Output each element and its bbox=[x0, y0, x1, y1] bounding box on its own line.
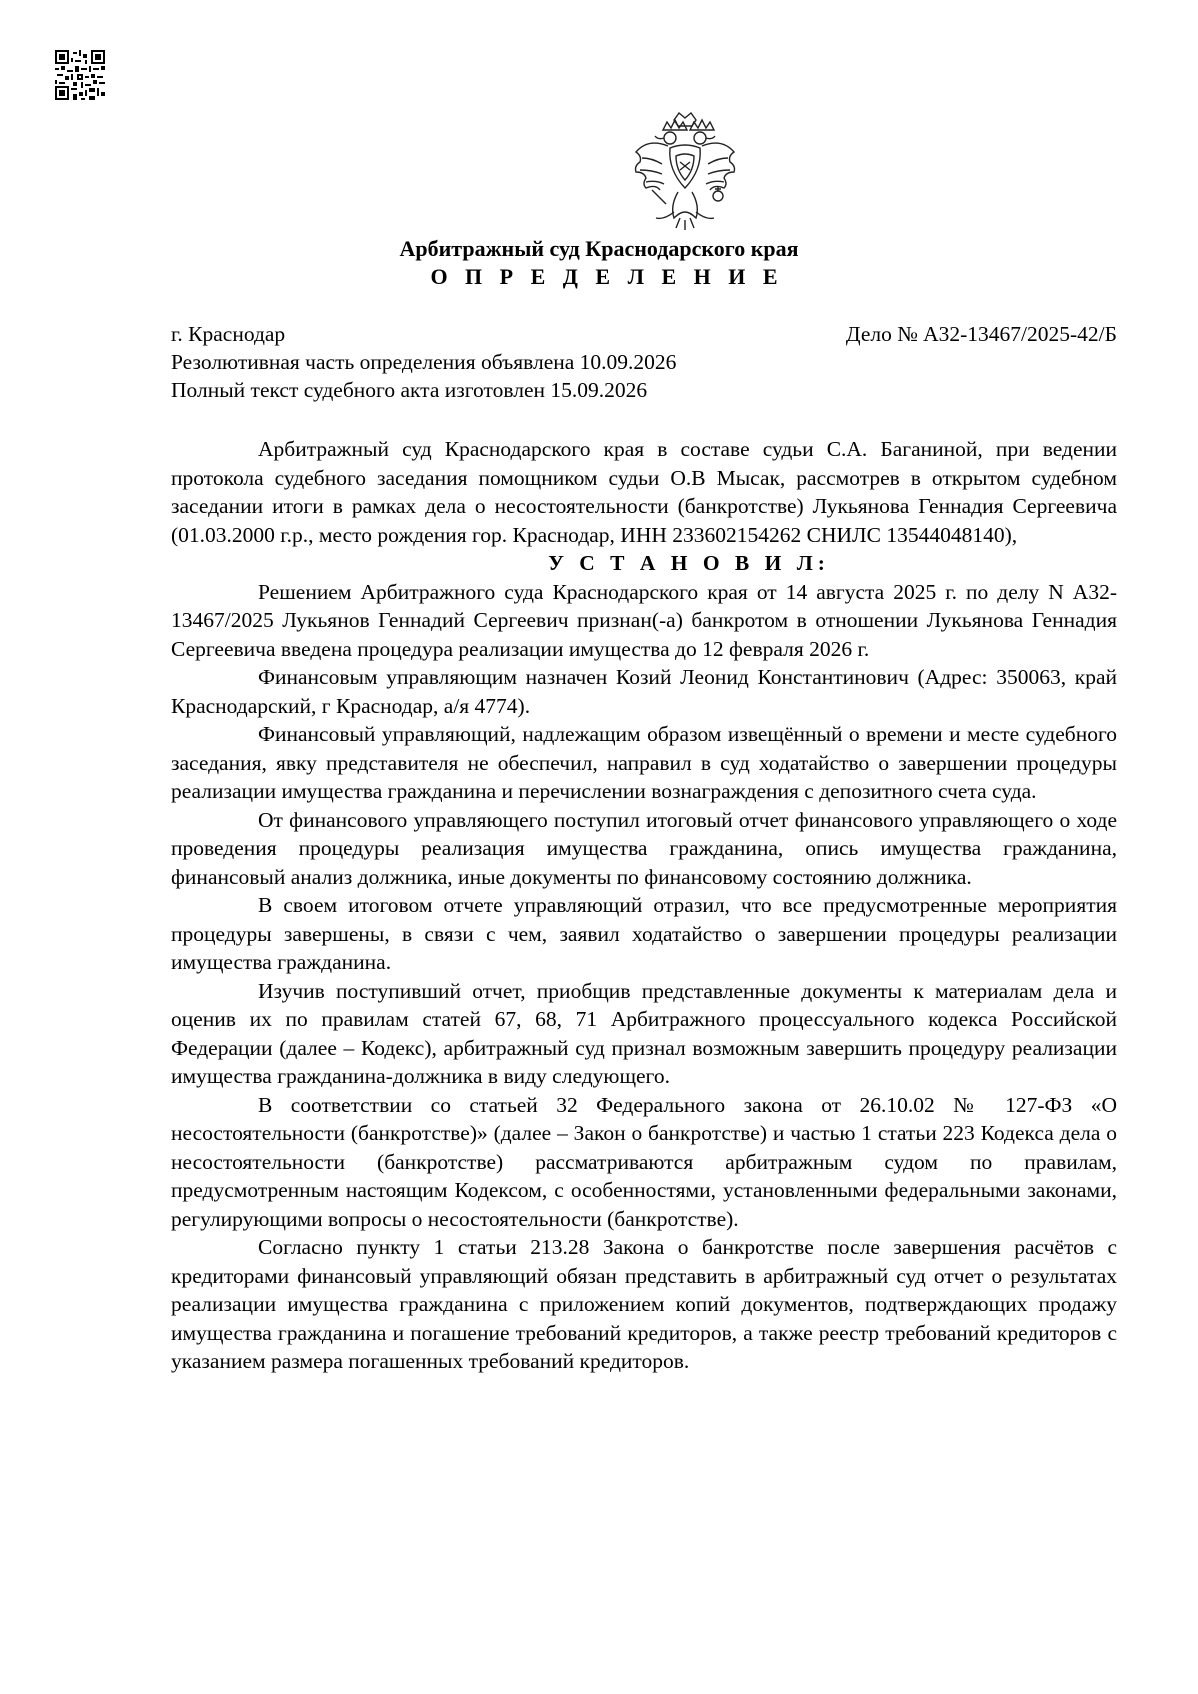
document-meta bbox=[171, 320, 1117, 404]
body-paragraph: Финансовым управляющим назначен Козий Леонид Константинович (Адрес: 350063, край Краснодарский, г Краснодар, а/я 4774). bbox=[171, 665, 1117, 718]
court-name: Арбитражный суд Краснодарского края bbox=[399, 236, 799, 261]
body-paragraph: Решением Арбитражного суда Краснодарского края от 14 августа 2025 г. по делу N А32-13467/2025 Лукьянов Геннадий Сергеевич признан(-а) банкротом в отношении Лукьянова Геннадия Сергеевича введена процедура реализации имущества до 12 февраля 2026 г. bbox=[171, 579, 1117, 661]
body-paragraph: От финансового управляющего поступил итоговый отчет финансового управляющего о ходе проведения процедуры реализация имущества гражданина, опись имущества гражданина, финансовый анализ должника, иные документы по финансовому состоянию должника. bbox=[171, 807, 1117, 889]
qr-code-icon bbox=[55, 50, 105, 100]
body-paragraph: Финансовый управляющий, надлежащим образом извещённый о времени и месте судебного заседания, явку представителя не обеспечил, направил в суд ходатайство о завершении процедуры реализации имущества гражданина и перечислении вознаграждения с депозитного счета суда. bbox=[171, 722, 1117, 803]
intro-paragraph: Арбитражный суд Краснодарского края в составе судьи С.А. Баганиной, при ведении протокола судебного заседания помощником судьи О.В Мысак, рассмотрев в открытом судебном заседании итоги в рамках дела о несостоятельности (банкротстве) Лукьянова Геннадия Сергеевича (01.03.2000 г.р., место рождения гор. Краснодар, ИНН 233602154262 СНИЛС 13544048140), bbox=[171, 437, 1117, 547]
section-heading: У С Т А Н О В И Л: bbox=[548, 551, 830, 575]
body-paragraph: В своем итоговом отчете управляющий отразил, что все предусмотренные мероприятия процедуры завершены, в связи с чем, заявил ходатайство о завершении процедуры реализации имущества гражданина. bbox=[171, 893, 1117, 974]
coat-of-arms-icon bbox=[630, 112, 740, 230]
city-case-row bbox=[171, 320, 1117, 348]
document-type-title: О П Р Е Д Е Л Е Н И Е bbox=[430, 264, 784, 289]
resolution-date-line: Резолютивная часть определения объявлена 10.09.2026 bbox=[171, 350, 677, 374]
city: г. Краснодар bbox=[171, 322, 286, 346]
body-paragraph: Изучив поступивший отчет, приобщив представленные документы к материалам дела и оценив их по правилам статей 67, 68, 71 Арбитражного процессуального кодекса Российской Федерации (далее – Кодекс), арбитражный суд признал возможным завершить процедуру реализации имущества гражданина-должника в виду следующего. bbox=[171, 978, 1117, 1088]
body-paragraph: В соответствии со статьей 32 Федерального закона от 26.10.02 № 127-ФЗ «О несостоятельности (банкротстве)» (далее – Закон о банкротстве) и частью 1 статьи 223 Кодекса дела о несостоятельности (банкротстве) рассматриваются арбитражным судом по правилам, предусмотренным настоящим Кодексом, с особенностями, установленными федеральными законами, регулирующими вопросы о несостоятельности (банкротстве). bbox=[171, 1092, 1117, 1231]
case-number: Дело № А32-13467/2025-42/Б bbox=[845, 322, 1117, 346]
body-paragraph: Согласно пункту 1 статьи 213.28 Закона о банкротстве после завершения расчётов с кредиторами финансовый управляющий обязан представить в арбитражный суд отчет о результатах реализации имущества гражданина с приложением копий документов, подтверждающих продажу имущества гражданина и погашение требований кредиторов, а также реестр требований кредиторов с указанием размера погашенных требований кредиторов. bbox=[171, 1235, 1117, 1373]
full-text-date-line: Полный текст судебного акта изготовлен 15.09.2026 bbox=[171, 378, 648, 402]
document-body bbox=[171, 435, 1117, 1376]
